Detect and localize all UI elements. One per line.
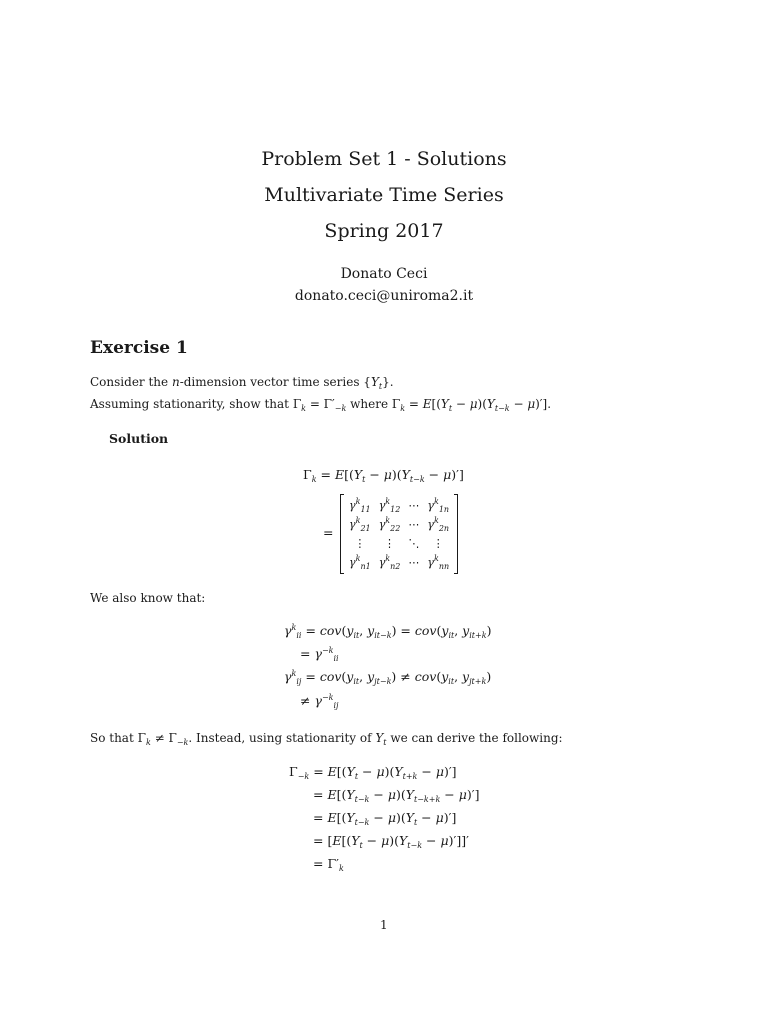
consider-text-1: Consider the [90,375,169,389]
consider-text-2: -dimension vector time series [179,375,360,389]
so-that-tail: . Instead, using stationarity of [188,731,372,745]
problem-line-1: Consider the n-dimension vector time series $\{Y_t\}$. [90,375,394,391]
derive-tail: we can derive the following: [390,731,563,745]
page-number: 1 [380,918,388,932]
title-line-3: Spring 2017 [324,220,444,242]
equation-gamma-ii-neg: = $\gamma^{-k}_{ii}$ [300,646,339,663]
gamma-matrix: $\gamma^k_{11}$ $\gamma^k_{12}$ ⋯ $\gamma^k_{1n}$ $\gamma^k_{21}$ $\gamma^k_{22}$ ⋯ $\gamma^k_{2n}$ ⋮ ⋮ ⋱ ⋮ $\gamma^k_{n1}$ $\gamma^k_{n2}$ ⋯ $\gamma^k_{nn}$ [340,494,458,574]
assuming-text: Assuming stationarity, show that [90,397,289,411]
matrix-equals-sign: = [323,525,334,540]
where-text: where [350,397,389,411]
derivation-line-3: = $E[(Y_{t-k} - \mu)(Y_t - \mu)']$ [313,810,457,827]
derivation-line-4: = $[E[(Y_t - \mu)(Y_{t-k} - \mu)']]'$ [313,833,469,850]
title-line-2: Multivariate Time Series [264,184,504,206]
equation-gamma-ij-neg: ≠ $\gamma^{-k}_{ij}$ [300,693,339,710]
equation-gamma-ii: $\gamma^k_{ii} = cov(y_{it}$, $y_{it-k}) = cov(y_{it}$, $y_{it+k}$) [284,623,492,640]
also-know-text: We also know that: [90,591,206,605]
derivation-line-2: = $E[(Y_{t-k} - \mu)(Y_{t-k+k} - \mu)']$ [313,787,480,804]
author-email: donato.ceci@uniroma2.it [294,288,474,304]
equation-gamma-k: $\Gamma_k = E[(Y_t - \mu)(Y_{t-k} - \mu)']$ [303,467,464,484]
derivation-line-5: = $\Gamma'_k$ [313,856,344,873]
author-block [0,263,768,307]
problem-line-2: Assuming stationarity, show that $\Gamma_k = \Gamma'_{-k}$ where $\Gamma_k = E[(Y_t - \mu)(Y_{t-k} - \mu)']$. [90,397,552,413]
title-block [0,141,768,249]
so-that-line: So that $\Gamma_k \ne \Gamma_{-k}$. Instead, using stationarity of $Y_t$ we can derive the following: [90,731,563,747]
title-line-1: Problem Set 1 - Solutions [261,148,507,170]
equation-gamma-ij: $\gamma^k_{ij} = cov(y_{it}$, $y_{jt-k}) \ne cov(y_{it}$, $y_{jt+k}$) [284,669,492,686]
derivation-line-1: $\Gamma_{-k} = E[(Y_t - \mu)(Y_{t+k} - \mu)']$ [289,764,457,781]
exercise-heading: Exercise 1 [90,338,188,358]
author-name: Donato Ceci [340,266,428,282]
solution-heading: Solution [109,431,169,446]
